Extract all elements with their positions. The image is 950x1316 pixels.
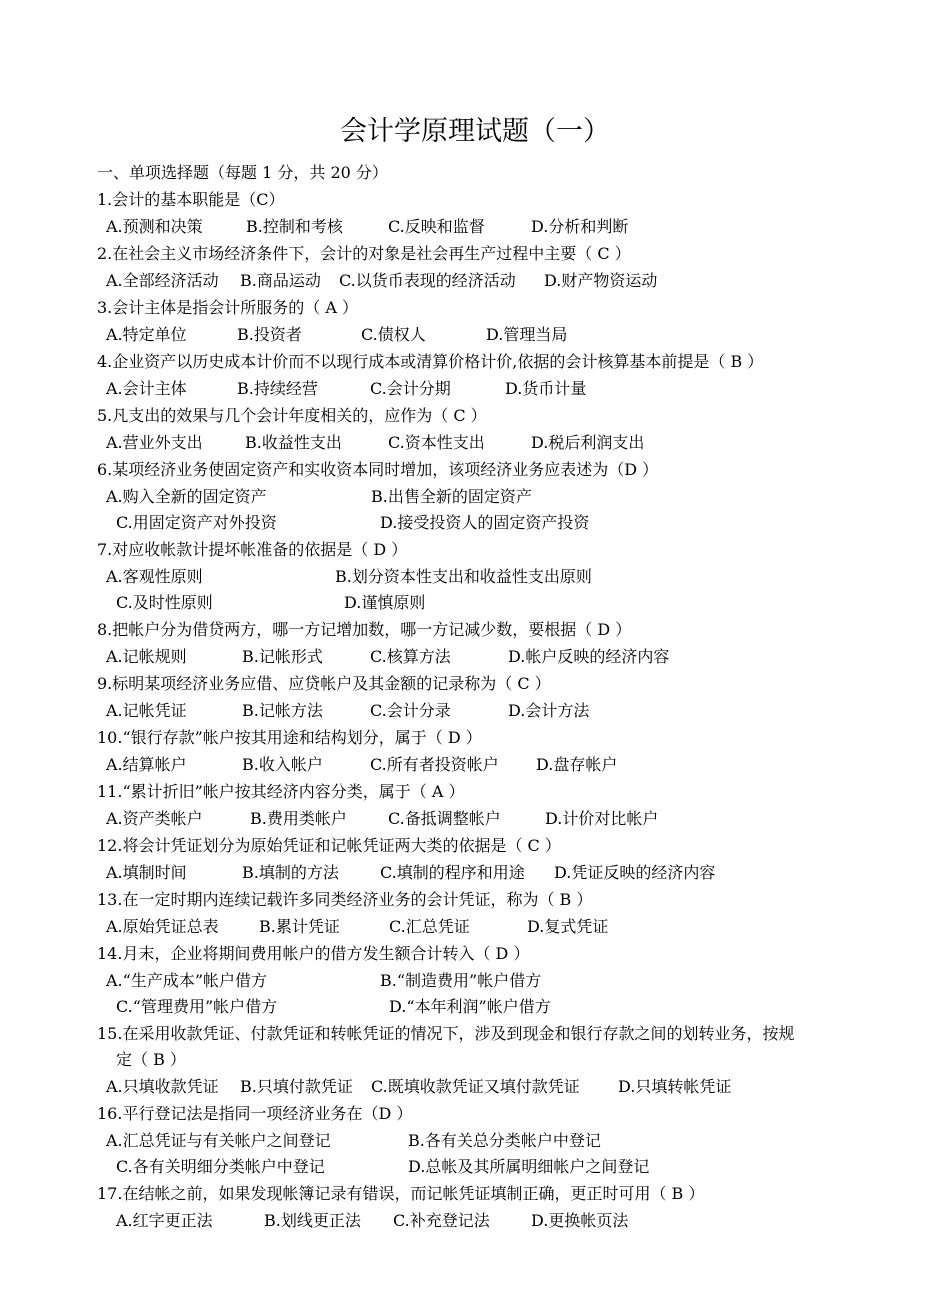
option: A.资产类帐户	[106, 809, 203, 828]
option: D.“本年利润”帐户借方	[389, 997, 551, 1016]
question-stem: 12.将会计凭证划分为原始凭证和记帐凭证两大类的依据是（ C ）	[97, 836, 561, 855]
option: C.备抵调整帐户	[388, 809, 501, 828]
option: C.会计分录	[370, 701, 451, 720]
question-stem: 10.“银行存款”帐户按其用途和结构划分，属于（ D ）	[97, 728, 482, 747]
question-stem: 14.月末，企业将期间费用帐户的借方发生额合计转入（ D ）	[97, 944, 530, 963]
option: D.帐户反映的经济内容	[508, 647, 670, 666]
option: D.总帐及其所属明细帐户之间登记	[408, 1157, 650, 1176]
option: D.谨慎原则	[344, 593, 426, 612]
option: B.“制造费用”帐户借方	[380, 971, 542, 990]
option: C.所有者投资帐户	[370, 755, 499, 774]
option: B.商品运动	[240, 271, 321, 290]
question-stem: 9.标明某项经济业务应借、应贷帐户及其金额的记录称为（ C ）	[97, 674, 551, 693]
option: D.管理当局	[486, 325, 568, 344]
question-stem: 2.在社会主义市场经济条件下，会计的对象是社会再生产过程中主要（ C ）	[97, 244, 631, 263]
option: A.客观性原则	[106, 567, 203, 586]
option: C.各有关明细分类帐户中登记	[116, 1157, 325, 1176]
option: C.资本性支出	[388, 433, 485, 452]
option: C.汇总凭证	[389, 917, 470, 936]
question-stem: 5.凡支出的效果与几个会计年度相关的，应作为（ C ）	[97, 406, 487, 425]
option: B.投资者	[237, 325, 302, 344]
option: A.红字更正法	[116, 1211, 213, 1230]
option: C.“管理费用”帐户借方	[116, 997, 278, 1016]
option: C.既填收款凭证又填付款凭证	[371, 1077, 580, 1096]
page-title: 会计学原理试题（一）	[340, 116, 610, 147]
option: D.计价对比帐户	[545, 809, 659, 828]
option: A.填制时间	[106, 863, 187, 882]
option: C.及时性原则	[116, 593, 213, 612]
question-stem: 8.把帐户分为借贷两方，哪一方记增加数，哪一方记减少数，要根据（ D ）	[97, 620, 632, 639]
option: A.记帐凭证	[106, 701, 187, 720]
option: B.累计凭证	[259, 917, 340, 936]
option: C.债权人	[361, 325, 426, 344]
option: A.特定单位	[106, 325, 187, 344]
option: D.分析和判断	[531, 217, 629, 236]
option: C.填制的程序和用途	[380, 863, 525, 882]
question-stem: 16.平行登记法是指同一项经济业务在（D ）	[97, 1104, 413, 1123]
option: D.只填转帐凭证	[618, 1077, 732, 1096]
question-stem: 7.对应收帐款计提坏帐准备的依据是（ D ）	[97, 540, 408, 559]
option: A.结算帐户	[106, 755, 187, 774]
option: D.盘存帐户	[536, 755, 618, 774]
question-stem: 17.在结帐之前，如果发现帐簿记录有错误，而记帐凭证填制正确，更正时可用（ B ）	[97, 1184, 705, 1203]
option: B.持续经营	[237, 379, 318, 398]
option: D.更换帐页法	[531, 1211, 629, 1230]
question-stem: 4.企业资产以历史成本计价而不以现行成本或清算价格计价,依据的会计核算基本前提是（ B ）	[97, 352, 764, 371]
option: D.税后利润支出	[531, 433, 645, 452]
option: C.反映和监督	[388, 217, 485, 236]
option: B.记帐形式	[242, 647, 323, 666]
question-stem: 6.某项经济业务使固定资产和实收资本同时增加，该项经济业务应表述为（D ）	[97, 460, 659, 479]
question-stem-continuation: 定（ B ）	[116, 1050, 186, 1069]
option: C.会计分期	[370, 379, 451, 398]
option: A.全部经济活动	[106, 271, 219, 290]
option: B.划分资本性支出和收益性支出原则	[335, 567, 592, 586]
option: B.填制的方法	[242, 863, 339, 882]
option: B.只填付款凭证	[240, 1077, 353, 1096]
option: A.营业外支出	[106, 433, 203, 452]
option: C.用固定资产对外投资	[116, 513, 277, 532]
option: C.补充登记法	[393, 1211, 490, 1230]
option: A.汇总凭证与有关帐户之间登记	[106, 1131, 331, 1150]
option: A.只填收款凭证	[106, 1077, 219, 1096]
option: B.划线更正法	[264, 1211, 361, 1230]
option: A.会计主体	[106, 379, 187, 398]
option: A.记帐规则	[106, 647, 187, 666]
option: D.货币计量	[505, 379, 587, 398]
question-stem: 11.“累计折旧”帐户按其经济内容分类，属于（ A ）	[97, 782, 465, 801]
section-heading: 一、单项选择题（每题 1 分，共 20 分）	[97, 163, 388, 182]
option: D.凭证反映的经济内容	[554, 863, 716, 882]
option: D.接受投资人的固定资产投资	[380, 513, 590, 532]
option: B.各有关总分类帐户中登记	[408, 1131, 601, 1150]
option: D.会计方法	[508, 701, 590, 720]
option: D.财产物资运动	[544, 271, 658, 290]
option: D.复式凭证	[527, 917, 609, 936]
option: A.原始凭证总表	[106, 917, 219, 936]
option: B.出售全新的固定资产	[371, 487, 532, 506]
question-stem: 13.在一定时期内连续记载许多同类经济业务的会计凭证，称为（ B ）	[97, 890, 593, 909]
option: B.记帐方法	[242, 701, 323, 720]
option: A.购入全新的固定资产	[106, 487, 267, 506]
question-stem: 1.会计的基本职能是（C）	[97, 190, 285, 209]
option: B.收益性支出	[245, 433, 342, 452]
option: B.收入帐户	[242, 755, 323, 774]
option: C.核算方法	[370, 647, 451, 666]
option: A.“生产成本”帐户借方	[106, 971, 268, 990]
option: B.费用类帐户	[250, 809, 347, 828]
question-stem: 3.会计主体是指会计所服务的（ A ）	[97, 298, 358, 317]
option: A.预测和决策	[106, 217, 203, 236]
question-stem: 15.在采用收款凭证、付款凭证和转帐凭证的情况下，涉及到现金和银行存款之间的划转业务，按规	[97, 1024, 795, 1043]
option: B.控制和考核	[246, 217, 343, 236]
option: C.以货币表现的经济活动	[339, 271, 516, 290]
